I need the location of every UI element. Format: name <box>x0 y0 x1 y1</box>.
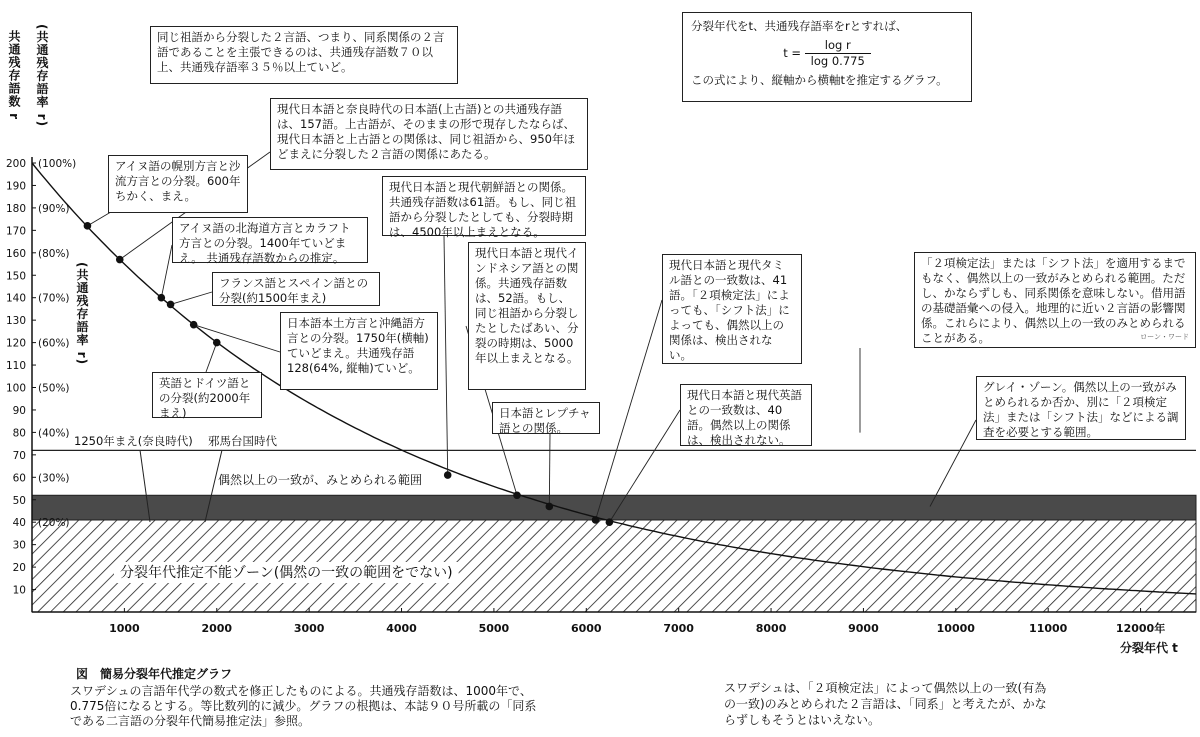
x-tick-label: 3000 <box>293 622 325 635</box>
pct-label: (50%) <box>38 382 70 395</box>
x-tick-label: 2000 <box>201 622 233 635</box>
y-tick-label: 30 <box>12 539 26 552</box>
note-loanword <box>914 252 1196 348</box>
y-tick-label: 40 <box>12 517 26 530</box>
note-threshold: 同じ祖語から分裂した２言語、つまり、同系関係の２言語であることを主張できるのは、共通残存語数７０以上、共通残存語率３５％以上ていど。 <box>150 26 458 84</box>
y-tick-label: 70 <box>12 449 26 462</box>
leader-line <box>171 292 212 304</box>
y-tick-label: 10 <box>12 584 26 597</box>
y-tick-label: 130 <box>5 315 26 328</box>
data-point <box>84 222 92 230</box>
caption-title: 図 簡易分裂年代推定グラフ <box>76 667 233 681</box>
y-axis-title-pct-inner: (共通残存語率 r) <box>75 262 89 366</box>
note-loanword-text: 「２項検定法」または「シフト法」を適用するまでもなく、偶然以上の一致がみとめられる範囲。ただし、かならずしも、同系関係を意味しない。借用語の基礎語彙への侵入。地理的に近い２言語の影響関係。これらにより、偶然以上の一致のみとめられることがある。 <box>921 256 1186 345</box>
pct-label: (30%) <box>38 472 70 485</box>
swadesh-note: スワデシュは、「２項検定法」によって偶然以上の一致(有為の一致)のみとめられた２言語は、「同系」と考えたが、かならずしもそうとはいえない。 <box>724 681 1047 727</box>
y-tick-label: 100 <box>5 382 26 395</box>
y-tick-label: 80 <box>12 427 26 440</box>
pct-label: (40%) <box>38 427 70 440</box>
y-tick-label: 150 <box>5 270 26 283</box>
y-tick-label: 50 <box>12 494 26 507</box>
formula-numerator: log r <box>805 38 871 54</box>
note-lepcha: 日本語とレプチャ語との関係。 <box>492 402 600 434</box>
pct-label: (90%) <box>38 202 70 215</box>
data-point <box>546 503 554 511</box>
leader-line <box>206 343 217 372</box>
band-undeterminable-label: 分裂年代推定不能ゾーン(偶然の一致の範囲をでない) <box>120 565 453 581</box>
leader-line <box>444 236 448 475</box>
pct-label: (80%) <box>38 247 70 260</box>
pct-label: (100%) <box>38 158 77 170</box>
formula-box <box>682 12 972 102</box>
note-yamatai-period: 邪馬台国時代 <box>208 434 277 448</box>
formula-outro: この式により、縦軸から横軸tを推定するグラフ。 <box>691 73 948 87</box>
y-tick-label: 160 <box>5 247 26 260</box>
x-tick-label: 5000 <box>478 622 510 635</box>
y-tick-label: 180 <box>5 202 26 215</box>
note-nara: 現代日本語と奈良時代の日本語(上古語)との共通残存語は、157語。上古語が、そのままの形で現存したならば、現代日本語と上古語との関係は、同じ祖語から、950年ほどまえに分裂した２言語の関係にあたる。 <box>270 98 588 170</box>
note-okinawa: 日本語本土方言と沖縄語方言との分裂。1750年(横軸)ていどまえ。共通残存語128(64%, 縦軸)ていど。 <box>280 312 438 390</box>
note-korean: 現代日本語と現代朝鮮語との関係。共通残存語数は61語。もし、同じ祖語から分裂したとしても、分裂時期は、4500年以上まえとなる。 <box>382 176 586 236</box>
data-point <box>116 256 124 264</box>
x-axis-title: 分裂年代 t <box>1120 641 1178 655</box>
threshold-label: 偶然以上の一致が、みとめられる範囲 <box>218 473 423 487</box>
y-tick-label: 20 <box>12 562 26 575</box>
note-indonesian: 現代日本語と現代インドネシア語との関係。共通残存語数は、52語。もし、同じ祖語から分裂したとしたばあい、分裂の時期は、5000年以上まえとなる。 <box>468 242 586 390</box>
x-tick-label: 9000 <box>848 622 879 635</box>
data-point <box>158 294 166 302</box>
y-axis-title-pct: (共通残存語率 r) <box>35 24 49 128</box>
y-tick-label: 190 <box>5 180 26 193</box>
note-gray-zone: グレイ・ゾーン。偶然以上の一致がみとめられるか否か、別に「２項検定法」または「シフト法」などによる調査を必要とする範囲。 <box>976 376 1186 440</box>
y-tick-label: 170 <box>5 225 26 238</box>
y-tick-label: 60 <box>12 472 26 485</box>
x-tick-label: 11000 <box>1029 622 1068 635</box>
y-tick-label: 90 <box>12 404 26 417</box>
formula-denominator: log 0.775 <box>810 54 865 68</box>
leader-line <box>596 300 662 520</box>
note-ainu-hokkaido: アイヌ語の北海道方言とカラフト方言との分裂。1400年ていどまえ。 共通残存語数からの推定。 <box>172 217 368 263</box>
y-tick-label: 120 <box>5 337 26 350</box>
note-english-german: 英語とドイツ語との分裂(約2000年まえ) <box>152 372 262 418</box>
note-french-spanish: フランス語とスペイン語との分裂(約1500年まえ) <box>212 272 380 306</box>
leader-line <box>161 245 172 298</box>
data-point <box>513 491 521 499</box>
formula <box>691 38 963 69</box>
y-axis-title: 共通残存語数 r <box>7 30 21 121</box>
x-tick-label: 7000 <box>663 622 694 635</box>
x-tick-label: 12000年 <box>1115 622 1166 635</box>
pct-label: (20%) <box>38 517 70 530</box>
data-point <box>190 321 198 329</box>
formula-lhs: t = <box>783 46 802 60</box>
gray-zone-leader <box>930 420 976 506</box>
formula-fraction <box>805 38 871 69</box>
note-nara-period: 1250年まえ(奈良時代) <box>74 434 193 448</box>
note-ainu-horobetsu: アイヌ語の幌別方言と沙流方言との分裂。600年ちかく、まえ。 <box>108 155 248 213</box>
formula-intro: 分裂年代をt、共通残存語率をrとすれば、 <box>691 19 908 33</box>
data-point <box>213 339 221 347</box>
data-point <box>444 471 452 479</box>
x-tick-label: 10000 <box>936 622 975 635</box>
note-tamil: 現代日本語と現代タミル語との一致数は、41語。「２項検定法」によっても、「シフト法」によっても、偶然以上の関係は、検出されない。 <box>662 254 802 364</box>
y-tick-label: 200 <box>5 158 26 170</box>
x-tick-label: 1000 <box>109 622 140 635</box>
loanword-ruby: ローン・ワード <box>1140 333 1189 341</box>
y-tick-label: 110 <box>5 360 26 373</box>
y-tick-label: 140 <box>5 292 26 305</box>
x-tick-label: 8000 <box>755 622 787 635</box>
caption-body: スワデシュの言語年代学の数式を修正したものによる。共通残存語数は、1000年で、0.775倍になるとする。等比数列的に減少。グラフの根拠は、本誌９０号所載の「同系である二言語の分裂年代簡易推定法」参照。 <box>70 684 537 728</box>
pct-label: (60%) <box>38 337 70 350</box>
x-tick-label: 6000 <box>570 622 602 635</box>
x-tick-label: 4000 <box>386 622 417 635</box>
data-point <box>606 518 614 526</box>
pct-label: (70%) <box>38 292 70 305</box>
data-point <box>592 516 600 524</box>
data-point <box>167 301 175 309</box>
leader-line <box>194 325 280 352</box>
note-english-modern: 現代日本語と現代英語との一致数は、40語。偶然以上の関係は、検出されない。 <box>680 384 812 446</box>
